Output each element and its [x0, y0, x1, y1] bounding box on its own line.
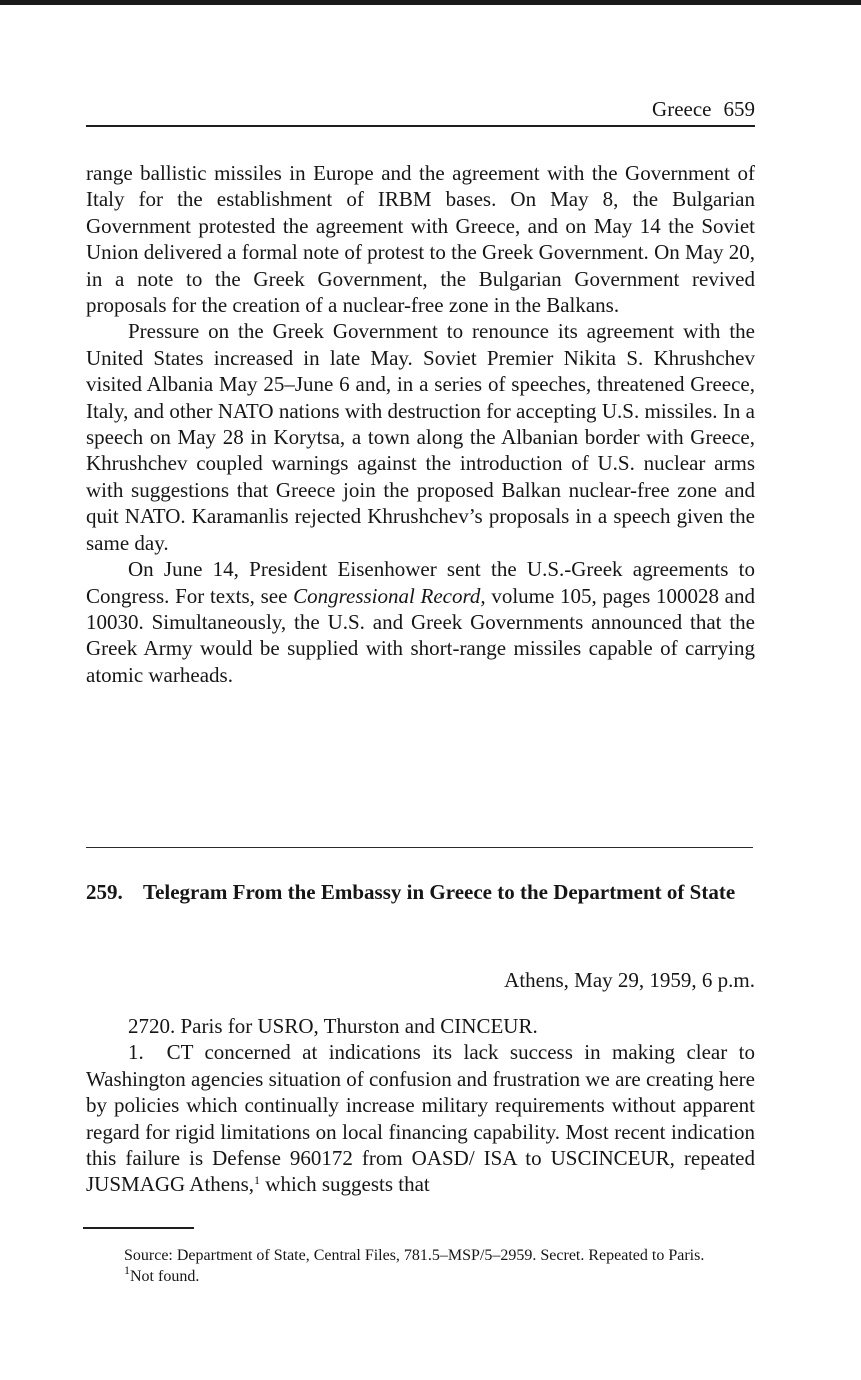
telegram-paragraph-1-text-a: 1. CT concerned at indications its lack success in making clear to Washington agencies situation of confusion and frustration we are creating here by policies which continually increase military requirements without apparent regard for rigid limitations on local financing capability. Most recent indication this failure is Defense 960172 from OASD/ ISA to USCINCEUR, repeated JUSMAGG Athens, — [86, 1040, 755, 1197]
footnote-reference[interactable]: 1 — [254, 1173, 261, 1188]
footnote-divider — [83, 1227, 194, 1229]
footnote-1-marker: 1 — [124, 1263, 130, 1277]
running-header — [86, 96, 755, 127]
paragraph-3-text-a: On June 14, President Eisenhower sent the U.S.-Greek agreements to Congress. For texts, see — [86, 557, 755, 608]
telegram-paragraph-1-text-b: which suggests that — [260, 1172, 430, 1197]
paragraph-3-text-b: volume 105, pages 100028 and 10030. Simultaneously, the U.S. and Greek Governments announced that the Greek Army would be supplied with short-range missiles capable of carrying atomic warheads. — [86, 583, 755, 687]
document-title: Telegram From the Embassy in Greece to the Department of State — [143, 880, 736, 904]
document-heading — [86, 879, 755, 906]
section-divider — [86, 847, 753, 848]
document-number: 259. — [86, 880, 123, 904]
editorial-paragraph-3 — [86, 556, 755, 688]
scan-edge — [0, 0, 861, 5]
congressional-record-citation: Congressional Record, — [293, 583, 486, 608]
telegram-body — [86, 1013, 755, 1198]
page-number: 659 — [723, 97, 755, 121]
source-note: Source: Department of State, Central Files, 781.5–MSP/5–2959. Secret. Repeated to Paris. — [124, 1247, 705, 1264]
telegram-opening: 2720. Paris for USRO, Thurston and CINCEUR. — [128, 1014, 538, 1038]
telegram-paragraph-1 — [86, 1039, 755, 1197]
editorial-note-body — [86, 160, 755, 688]
running-title: Greece — [652, 97, 712, 121]
footnotes — [83, 1245, 755, 1287]
editorial-paragraph-1: range ballistic missiles in Europe and the agreement with the Government of Italy for the establishment of IRBM bases. On May 8, the Bulgarian Government protested the agreement with Greece, and on May 14 the Soviet Union delivered a formal note of protest to the Greek Government. On May 20, in a note to the Greek Government, the Bulgarian Government revived proposals for the creation of a nuclear-free zone in the Balkans. — [86, 161, 755, 318]
footnote-1 — [83, 1263, 755, 1287]
dateline: Athens, May 29, 1959, 6 p.m. — [504, 968, 755, 992]
editorial-paragraph-2: Pressure on the Greek Government to renounce its agreement with the United States increased in late May. Soviet Premier Nikita S. Khrushchev visited Albania May 25–June 6 and, in a series of speeches, threatened Greece, Italy, and other NATO nations with destruction for accepting U.S. missiles. In a speech on May 28 in Korytsa, a town along the Albanian border with Greece, Khrushchev coupled warnings against the introduction of U.S. nuclear arms with suggestions that Greece join the proposed Balkan nuclear-free zone and quit NATO. Karamanlis rejected Khrushchev’s proposals in a speech given the same day. — [86, 319, 755, 555]
footnote-1-text: Not found. — [130, 1268, 200, 1285]
